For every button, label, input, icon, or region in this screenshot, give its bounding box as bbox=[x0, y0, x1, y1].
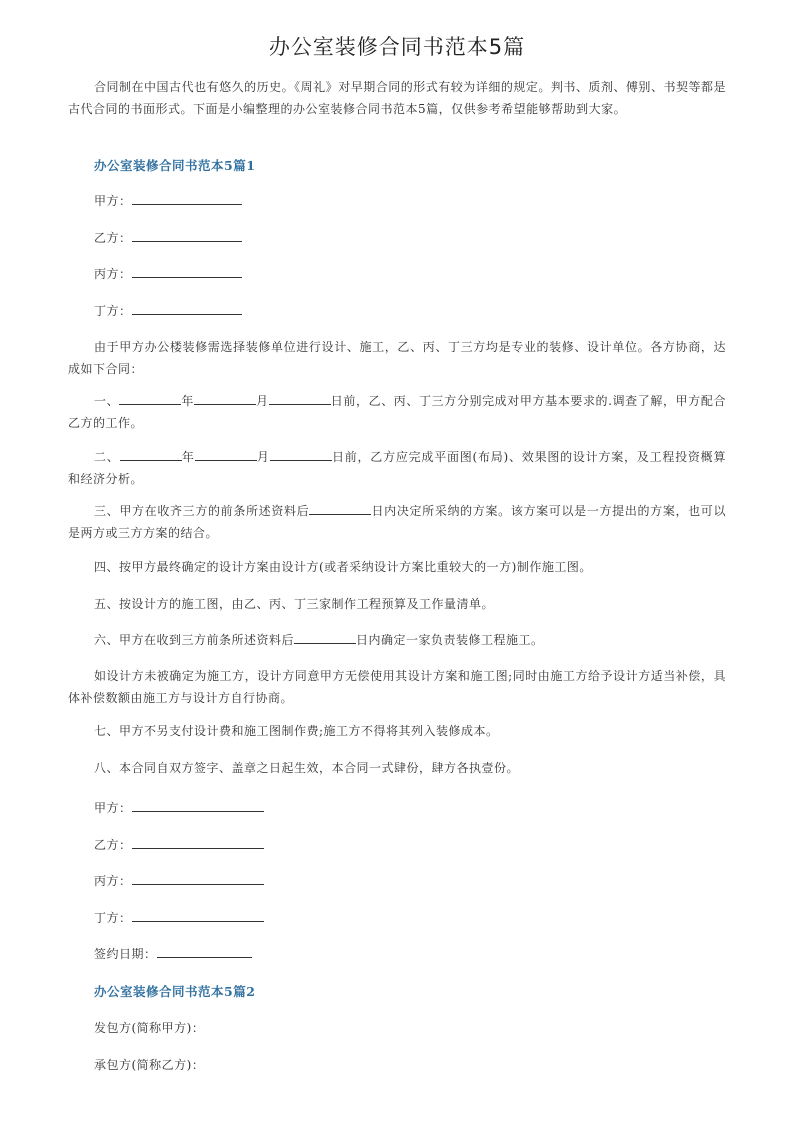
signature-blank bbox=[132, 266, 242, 278]
party-a-label: 甲方： bbox=[94, 194, 132, 208]
clause-2-text: 日前，乙方应完成平面图(布局)、效果图的设计方案，及工程投资概算和经济分析。 bbox=[68, 450, 726, 486]
employer-line: 发包方(简称甲方)： bbox=[94, 1021, 205, 1035]
clause-1-prefix: 一、 bbox=[94, 394, 120, 408]
signature-blank bbox=[132, 873, 264, 885]
party-c-label: 丙方： bbox=[94, 267, 132, 281]
party-a-line-top bbox=[94, 192, 242, 209]
clause-5: 五、按设计方的施工图，由乙、丙、丁三家制作工程预算及工作量清单。 bbox=[94, 597, 495, 611]
signature-blank bbox=[132, 800, 264, 812]
clause-3 bbox=[68, 500, 726, 544]
intro-paragraph: 合同制在中国古代也有悠久的历史。《周礼》对早期合同的形式有较为详细的规定。判书、质剂、傅别、书契等都是古代合同的书面形式。下面是小编整理的办公室装修合同书范本5篇，仅供参考希望能够帮助到大家。 bbox=[68, 80, 726, 116]
party-a-label: 甲方： bbox=[94, 801, 132, 815]
signature-blank bbox=[132, 303, 242, 315]
clause-7: 七、甲方不另支付设计费和施工图制作费;施工方不得将其列入装修成本。 bbox=[94, 724, 499, 738]
signature-blank bbox=[132, 230, 242, 242]
clause-6-text: 日内确定一家负责装修工程施工。 bbox=[356, 633, 544, 647]
year-blank bbox=[119, 393, 181, 405]
clause-3-text: 日内决定所采纳的方案。该方案可以是一方提出的方案，也可以是两方或三方方案的结合。 bbox=[68, 504, 726, 540]
sign-date-line bbox=[94, 945, 252, 962]
clause-8: 八、本合同自双方签字、盖章之日起生效，本合同一式肆份，肆方各执壹份。 bbox=[94, 761, 520, 775]
clause-6 bbox=[68, 629, 726, 651]
clause-1-text: 日前，乙、丙、丁三方分别完成对甲方基本要求的.调查了解，甲方配合乙方的工作。 bbox=[68, 394, 726, 430]
party-b-line-bottom bbox=[94, 836, 264, 853]
clause-4: 四、按甲方最终确定的设计方案由设计方(或者采纳设计方案比重较大的一方)制作施工图。 bbox=[94, 560, 592, 574]
year-blank bbox=[120, 449, 182, 461]
date-blank bbox=[157, 946, 252, 958]
clause-1 bbox=[68, 390, 726, 434]
clause-6-prefix: 六、甲方在收到三方前条所述资料后 bbox=[94, 633, 295, 647]
signature-blank bbox=[132, 837, 264, 849]
day-blank bbox=[270, 449, 332, 461]
signature-blank bbox=[132, 910, 264, 922]
reason-paragraph: 由于甲方办公楼装修需选择装修单位进行设计、施工，乙、丙、丁三方均是专业的装修、设计单位。各方协商，达成如下合同： bbox=[68, 340, 726, 376]
party-b-line-top bbox=[94, 229, 242, 246]
party-d-line-top bbox=[94, 302, 242, 319]
document-title: 办公室装修合同书范本5篇 bbox=[268, 35, 526, 59]
month-blank bbox=[194, 393, 256, 405]
signature-blank bbox=[132, 193, 242, 205]
party-d-label: 丁方： bbox=[94, 911, 132, 925]
month-label: 月 bbox=[256, 450, 270, 464]
year-label: 年 bbox=[181, 450, 195, 464]
party-c-label: 丙方： bbox=[94, 874, 132, 888]
month-blank bbox=[195, 449, 257, 461]
days-blank bbox=[309, 503, 371, 515]
party-d-label: 丁方： bbox=[94, 304, 132, 318]
month-label: 月 bbox=[255, 394, 269, 408]
party-b-label: 乙方： bbox=[94, 231, 132, 245]
days-blank bbox=[294, 632, 356, 644]
clause-6-note: 如设计方未被确定为施工方，设计方同意甲方无偿使用其设计方案和施工图;同时由施工方给予设计方适当补偿，具体补偿数额由施工方与设计方自行协商。 bbox=[68, 669, 726, 705]
clause-2 bbox=[68, 446, 726, 490]
clause-3-prefix: 三、甲方在收齐三方的前条所述资料后 bbox=[94, 504, 310, 518]
party-d-line-bottom bbox=[94, 909, 264, 926]
year-label: 年 bbox=[181, 394, 194, 408]
section-1-heading: 办公室装修合同书范本5篇1 bbox=[94, 158, 256, 173]
clause-2-prefix: 二、 bbox=[94, 450, 120, 464]
party-c-line-bottom bbox=[94, 872, 264, 889]
section-2-heading: 办公室装修合同书范本5篇2 bbox=[94, 984, 256, 999]
contractor-line: 承包方(简称乙方)： bbox=[94, 1058, 205, 1072]
sign-date-label: 签约日期： bbox=[94, 947, 157, 961]
day-blank bbox=[269, 393, 331, 405]
party-b-label: 乙方： bbox=[94, 838, 132, 852]
party-c-line-top bbox=[94, 265, 242, 282]
party-a-line-bottom bbox=[94, 799, 264, 816]
